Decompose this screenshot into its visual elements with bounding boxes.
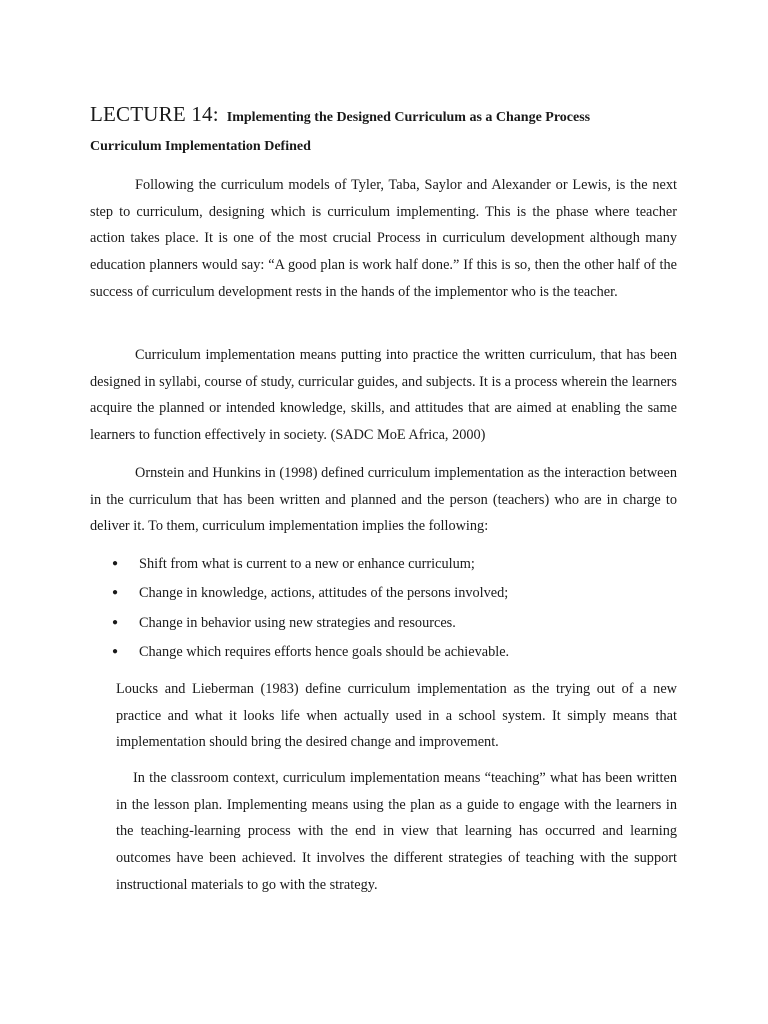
- paragraph-classroom-context: In the classroom context, curriculum implementation means “teaching” what has been written in the lesson plan. Implementing means using the plan as a guide to engage with the learners in the teaching-learning process with the end in view that learning has occurred and learning outcomes have been achieved. It involves the different strategies of teaching with the support instructional materials to go with the strategy.: [116, 770, 677, 893]
- list-item-text: Change which requires efforts hence goals should be achievable.: [139, 643, 510, 660]
- bullet-icon: ●: [112, 587, 119, 599]
- paragraph-curriculum-models: Following the curriculum models of Tyler, Taba, Saylor and Alexander or Lewis, is the next step to curriculum, designing which is curriculum implementing. This is the phase where teacher action takes place. It is one of the most crucial Process in curriculum development although many education planners would say: “A good plan is work half done.” If this is so, then the other half of the success of curriculum development rests in the hands of the implementor who is the teacher.: [90, 177, 677, 300]
- implications-list: [112, 552, 509, 669]
- list-item-text: Change in behavior using new strategies and resources.: [139, 614, 456, 631]
- paragraph-ornstein-hunkins: Ornstein and Hunkins in (1998) defined curriculum implementation as the interaction between in the curriculum that has been written and planned and the person (teachers) who are in charge to deliver it. To them, curriculum implementation implies the following:: [90, 465, 677, 535]
- bullet-icon: ●: [112, 645, 119, 657]
- list-item-text: Shift from what is current to a new or enhance curriculum;: [139, 556, 475, 572]
- list-item: [112, 581, 509, 610]
- list-item: [112, 640, 509, 669]
- list-item: [112, 611, 509, 640]
- lecture-topic: Implementing the Designed Curriculum as a Change Process: [226, 110, 591, 125]
- section-heading: Curriculum Implementation Defined: [90, 139, 311, 154]
- list-item: [112, 552, 509, 581]
- paragraph-implementation-meaning: Curriculum implementation means putting into practice the written curriculum, that has been designed in syllabi, course of study, curricular guides, and subjects. It is a process wherein the learners acquire the planned or intended knowledge, skills, and attitudes that are aimed at enabling the same learners to function effectively in society. (SADC MoE Africa, 2000): [90, 347, 677, 444]
- paragraph-loucks-lieberman: Loucks and Lieberman (1983) define curriculum implementation as the trying out of a new practice and what it looks life when actually used in a school system. It simply means that implementation should bring the desired change and improvement.: [116, 681, 677, 751]
- bullet-icon: ●: [112, 616, 119, 628]
- lecture-number: LECTURE 14:: [90, 102, 219, 126]
- bullet-icon: ●: [112, 558, 119, 569]
- lecture-title: [90, 92, 710, 129]
- list-item-text: Change in knowledge, actions, attitudes of the persons involved;: [139, 585, 509, 602]
